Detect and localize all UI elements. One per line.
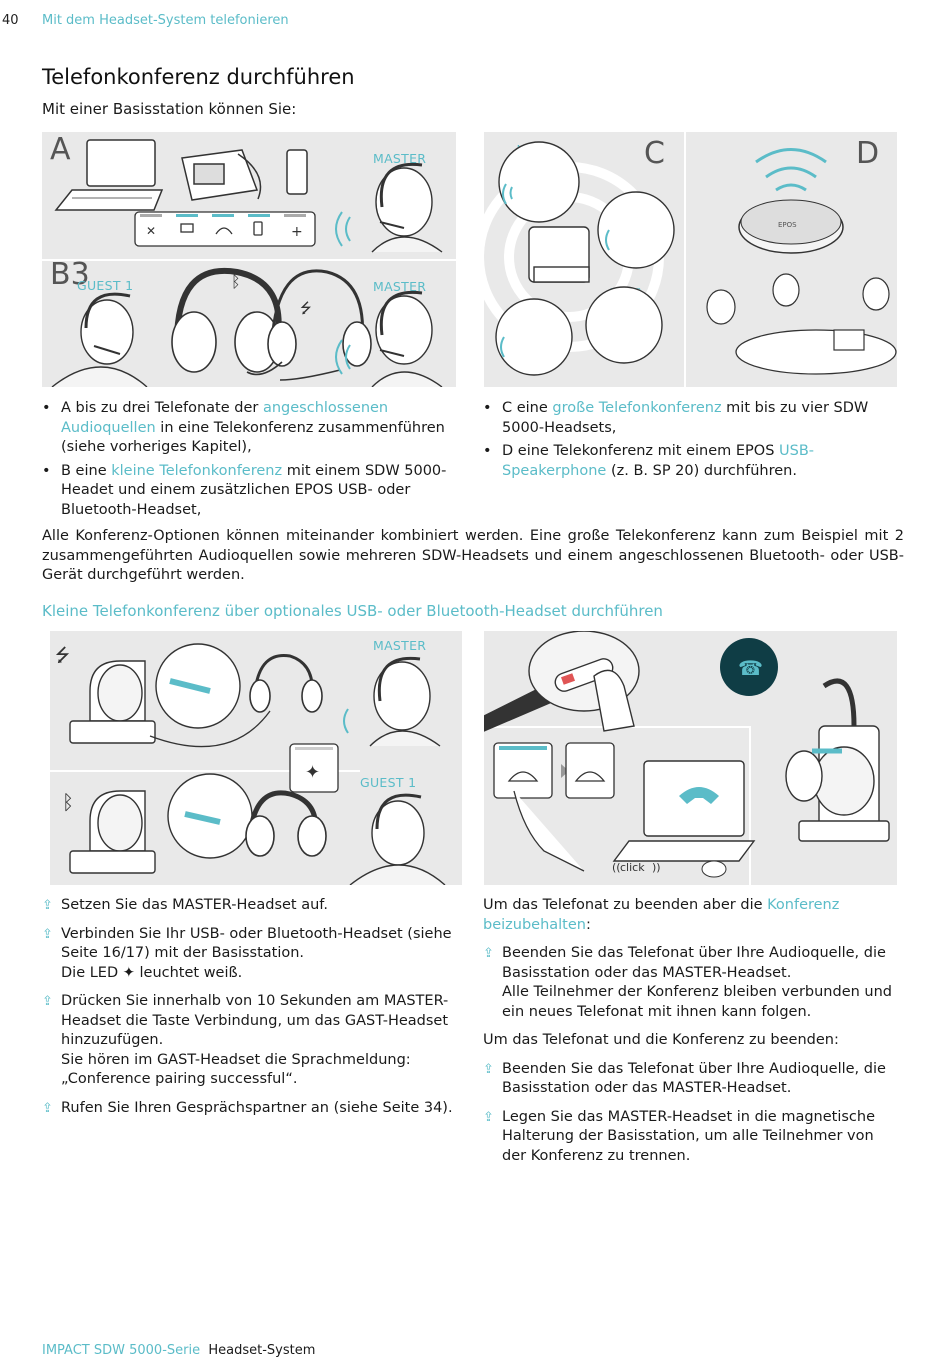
- click-label: click: [620, 861, 645, 874]
- footer: [42, 1343, 315, 1358]
- bluetooth-headphones-icon: [246, 793, 326, 856]
- section-subheading: Kleine Telefonkonferenz über optionales USB- oder Bluetooth-Headset durchführen: [42, 602, 663, 620]
- svg-text:)): )): [652, 861, 661, 874]
- label-guest1-b: GUEST 1: [77, 278, 134, 293]
- bullet-list-right: [483, 399, 883, 485]
- combination-paragraph: Alle Konferenz-Optionen können miteinander kombiniert werden. Eine große Telekonferenz kann zum Beispiel mit 2 zusammengeführten Audioquellen sowie mehreren SDW-Headsets und einem angeschlossenen Bluetooth- oder USB-Gerät durchgeführt werden.: [42, 528, 904, 583]
- svg-text:☎: ☎: [738, 656, 763, 680]
- figure-c-illustration: [484, 132, 684, 387]
- sound-waves-icon: [756, 150, 826, 191]
- link-grosse-telefonkonferenz[interactable]: große Telefonkonferenz: [552, 400, 722, 416]
- end-call-step: ⇪ Beenden Sie das Telefonat über Ihre Audioquelle, die Basisstation oder das MASTER-Headset. Alle Teilnehmer der Konferenz bleiben verbunden und ein neues Telefonat mit ihnen kann folgen.: [483, 945, 892, 1020]
- laptop-icon: [56, 140, 162, 210]
- call-button-icon: [720, 638, 778, 696]
- bullet-list-left: [42, 399, 462, 524]
- page-number: 40: [2, 13, 19, 28]
- label-d: D: [856, 136, 880, 171]
- phone-button-before: [494, 743, 552, 798]
- click-icon: ((: [612, 861, 621, 874]
- figure-setup-illustration: [50, 631, 462, 885]
- label-a: A: [50, 132, 71, 167]
- label-master-b: MASTER: [373, 279, 427, 294]
- label-guest1-setup: GUEST 1: [360, 775, 417, 790]
- label-b3: B3: [50, 257, 90, 292]
- figure-call-illustration: [484, 631, 897, 885]
- intro-text: Mit einer Basisstation können Sie:: [42, 100, 297, 118]
- speakerphone-icon: [739, 200, 843, 253]
- usb-headset-icon: [250, 655, 322, 712]
- footer-product: Headset-System: [208, 1343, 316, 1358]
- label-master-a: MASTER: [373, 151, 427, 166]
- bluetooth-icon: ᛒ: [231, 272, 241, 291]
- step-2: ⇪ Verbinden Sie Ihr USB- oder Bluetooth-Headset (siehe Seite 16/17) mit der Basisstation. Die LED ✦ leuchtet weiß.: [42, 925, 452, 981]
- end-call-and-conference-intro: Um das Telefonat und die Konferenz zu beenden:: [483, 1032, 839, 1048]
- svg-text:EPOS: EPOS: [778, 221, 797, 229]
- label-master-setup: MASTER: [373, 638, 427, 653]
- svg-text:✦: ✦: [305, 762, 321, 783]
- bullet-item-c: • C eine große Telefonkonferenz mit bis zu vier SDW 5000-Headsets,: [483, 399, 883, 438]
- figure-call-panel: [484, 631, 897, 885]
- end-conference-step-1: ⇪ Beenden Sie das Telefonat über Ihre Audioquelle, die Basisstation oder das MASTER-Headset.: [483, 1060, 886, 1096]
- page-title: Telefonkonferenz durchführen: [42, 65, 355, 89]
- link-kleine-telefonkonferenz[interactable]: kleine Telefonkonferenz: [111, 462, 283, 479]
- svg-text:✕: ✕: [146, 224, 157, 238]
- headset-earcup-press: [484, 631, 639, 731]
- step-4: ⇪ Rufen Sie Ihren Gesprächspartner an (siehe Seite 34).: [42, 1099, 462, 1119]
- step-1: ⇪ Setzen Sie das MASTER-Headset auf.: [42, 896, 462, 916]
- mobile-phone-icon: [287, 150, 307, 194]
- guest-headset-person-setup: [350, 795, 445, 885]
- headset-placed-in-base: [786, 681, 889, 841]
- steps-right: [483, 896, 898, 1175]
- steps-left: [42, 896, 462, 1127]
- bullet-item-d: • D eine Telekonferenz mit einem EPOS USB-Speakerphone (z. B. SP 20) durchführen.: [483, 442, 883, 481]
- figure-ab-illustration: [42, 132, 456, 387]
- step-3: ⇪ Drücken Sie innerhalb von 10 Sekunden am MASTER-Headset die Taste Verbindung, um das GAST-Headset hinzuzufügen. Sie hören im GAST-Headset die Sprachmeldung: „Conference pairing successful“.: [42, 993, 449, 1087]
- usb-icon: ⭍: [55, 645, 70, 666]
- mouse-icon: [702, 861, 726, 877]
- master-headset-person-b: [372, 292, 442, 387]
- usb-icon: ⭍: [300, 301, 312, 317]
- base-button-bar: [135, 212, 315, 246]
- figure-c-panel: [484, 132, 684, 387]
- step-arrow-icon: ⇪: [42, 994, 53, 1009]
- step-arrow-icon: ⇪: [42, 898, 53, 913]
- step-arrow-icon: ⇪: [483, 1061, 494, 1077]
- label-c: C: [644, 136, 665, 171]
- bluetooth-headphones-icon: [172, 271, 279, 372]
- base-station-usb: [70, 661, 155, 743]
- base-station-bluetooth: [70, 791, 155, 873]
- link-usb-speakerphone[interactable]: USB-Speakerphone: [502, 443, 815, 479]
- step-arrow-icon: ⇪: [483, 1109, 494, 1125]
- master-headset-person-setup: [370, 658, 440, 746]
- figure-setup-panel: [50, 631, 462, 885]
- figure-d-illustration: [686, 132, 897, 387]
- figure-ab-panel: [42, 132, 456, 387]
- led-button-icon: [290, 744, 338, 792]
- link-audioquellen[interactable]: angeschlossenen Audioquellen: [61, 400, 389, 436]
- master-headset-person-a: [372, 164, 442, 252]
- link-konferenz-beizubehalten[interactable]: Konferenz beizubehalten: [483, 897, 840, 933]
- end-call-keep-conference-intro: Um das Telefonat zu beenden aber die Konferenz beizubehalten:: [483, 897, 840, 933]
- bluetooth-icon: ᛒ: [62, 790, 74, 814]
- phone-button-after: [566, 743, 614, 798]
- desk-phone-icon: [182, 150, 261, 200]
- figure-d-panel: [686, 132, 897, 387]
- chapter-title: Mit dem Headset-System telefonieren: [42, 13, 289, 28]
- step-arrow-icon: ⇪: [483, 946, 494, 961]
- step-arrow-icon: ⇪: [42, 926, 53, 942]
- bullet-item-a: • A bis zu drei Telefonate der angeschlossenen Audioquellen in eine Telekonferenz zusammenführen (siehe vorheriges Kapitel),: [42, 399, 462, 458]
- end-conference-step-2: ⇪ Legen Sie das MASTER-Headset in die magnetische Halterung der Basisstation, um alle Teilnehmer von der Konferenz zu trennen.: [483, 1108, 876, 1164]
- footer-series: IMPACT SDW 5000-Serie: [42, 1343, 201, 1358]
- step-arrow-icon: ⇪: [42, 1100, 53, 1116]
- laptop-call-icon: [614, 761, 754, 861]
- bullet-item-b: • B eine kleine Telefonkonferenz mit einem SDW 5000-Headet und einem zusätzlichen EPOS USB- oder Bluetooth-Headset,: [42, 462, 462, 521]
- svg-text:+: +: [291, 224, 303, 240]
- guest-headset-person-b: [52, 294, 147, 387]
